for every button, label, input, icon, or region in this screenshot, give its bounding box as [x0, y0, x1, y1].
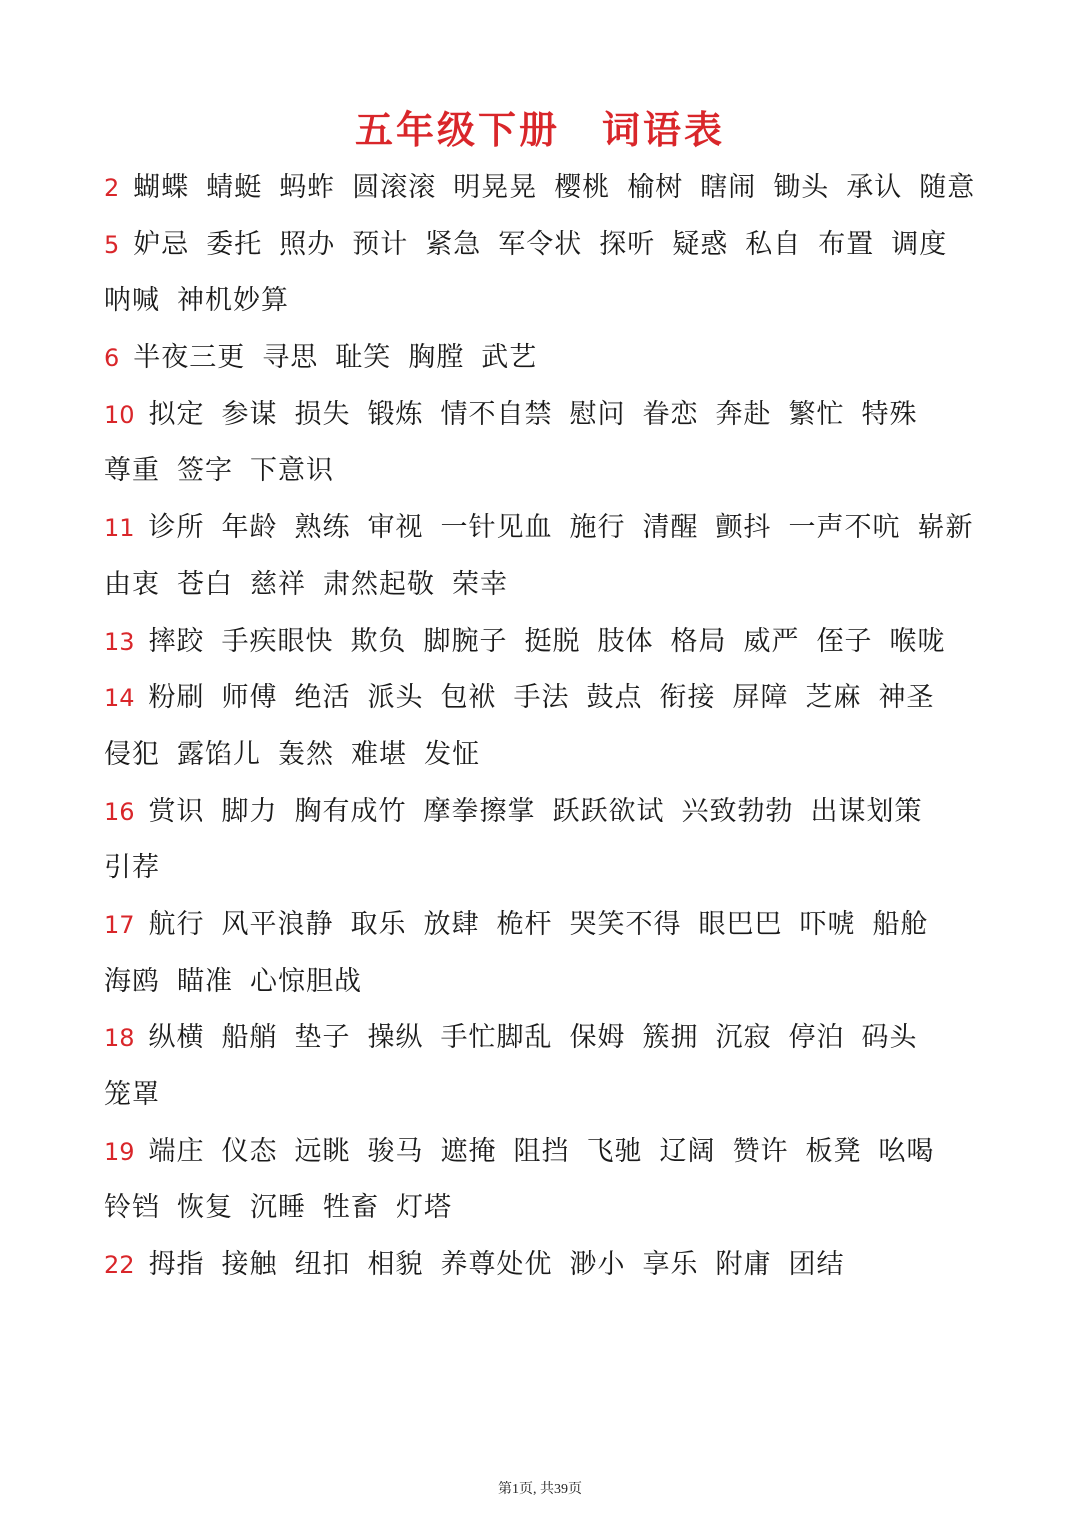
vocab-word: 粉刷	[148, 682, 205, 714]
vocab-word: 派头	[367, 682, 424, 714]
vocab-word: 遮掩	[440, 1135, 497, 1167]
vocab-line	[104, 954, 1004, 1011]
vocab-word: 吓唬	[799, 908, 856, 940]
vocab-word: 出谋划策	[810, 795, 923, 827]
vocab-word: 蚂蚱	[279, 172, 336, 203]
vocab-word: 熟练	[294, 512, 351, 544]
vocab-word: 远眺	[294, 1135, 351, 1167]
page-footer: 第1页, 共39页	[498, 1482, 582, 1497]
vocab-word: 喉咙	[889, 625, 946, 657]
vocab-word: 樱桃	[554, 172, 611, 203]
vocab-word: 笼罩	[104, 1079, 160, 1110]
vocab-word: 年龄	[221, 512, 278, 544]
vocab-word: 预计	[352, 228, 409, 260]
vocab-word: 吆喝	[878, 1135, 935, 1167]
vocab-line	[104, 330, 1004, 387]
vocab-word: 眷恋	[642, 398, 699, 430]
vocab-line	[104, 443, 1004, 500]
vocab-word: 跃跃欲试	[552, 795, 665, 827]
vocab-word: 相貌	[367, 1249, 424, 1281]
vocab-word: 欺负	[350, 625, 407, 657]
vocab-word: 慈祥	[250, 568, 306, 600]
vocab-word: 由衷	[104, 568, 160, 600]
vocab-line	[104, 217, 1004, 274]
vocab-word: 衔接	[659, 682, 716, 714]
vocab-word: 阻挡	[513, 1135, 570, 1167]
vocab-line	[104, 1067, 1004, 1124]
vocab-word: 辽阔	[659, 1135, 716, 1167]
vocab-line	[104, 784, 1004, 841]
vocab-word: 尊重	[104, 455, 160, 487]
vocab-word: 难堪	[351, 738, 407, 770]
vocab-word: 明晃晃	[453, 172, 538, 203]
vocab-word: 神机妙算	[177, 285, 289, 317]
vocab-word: 铃铛	[104, 1192, 160, 1224]
vocab-word: 慰问	[569, 398, 626, 430]
vocab-word: 锻炼	[367, 398, 424, 430]
vocab-word: 船艄	[221, 1022, 278, 1054]
lesson-number: 10	[104, 400, 135, 429]
vocab-word: 养尊处优	[440, 1249, 553, 1281]
vocab-word: 眼巴巴	[698, 908, 783, 940]
vocab-word: 侄子	[816, 625, 873, 657]
vocab-word: 绝活	[294, 682, 351, 714]
vocab-word: 榆树	[627, 172, 684, 203]
vocab-word: 兴致勃勃	[681, 795, 794, 827]
vocab-word: 航行	[148, 908, 205, 940]
vocab-word: 海鸥	[104, 965, 160, 997]
vocab-word: 操纵	[367, 1022, 424, 1054]
vocab-line	[104, 1237, 1004, 1294]
vocab-word: 手法	[513, 682, 570, 714]
lesson-number: 6	[104, 344, 120, 373]
vocab-word: 拇指	[148, 1249, 205, 1281]
lesson-number: 17	[104, 910, 135, 939]
vocab-line	[104, 160, 1004, 217]
vocab-word: 呐喊	[104, 285, 160, 317]
vocab-word: 引荐	[104, 852, 160, 884]
vocab-word: 团结	[788, 1249, 845, 1281]
vocab-word: 手疾眼快	[221, 625, 334, 657]
lesson-number: 11	[104, 514, 135, 543]
vocab-line	[104, 614, 1004, 671]
vocab-word: 调度	[891, 228, 948, 260]
vocab-word: 放肆	[423, 908, 480, 940]
vocab-word: 沉寂	[715, 1022, 772, 1054]
vocab-word: 半夜三更	[133, 342, 246, 374]
vocab-word: 蜻蜓	[206, 172, 263, 203]
vocab-word: 飞驰	[586, 1135, 643, 1167]
vocab-word: 屏障	[732, 682, 789, 714]
vocab-line	[104, 500, 1004, 557]
lesson-number: 5	[104, 230, 120, 259]
vocab-word: 包袱	[440, 682, 497, 714]
vocab-word: 摔跤	[148, 625, 205, 657]
vocab-word: 妒忌	[133, 228, 190, 260]
vocab-word: 布置	[818, 228, 875, 260]
vocab-word: 端庄	[148, 1135, 205, 1167]
vocab-word: 脚腕子	[423, 625, 508, 657]
lesson-number: 14	[104, 684, 135, 713]
vocab-word: 锄头	[773, 172, 830, 203]
vocab-word: 蝴蝶	[133, 172, 190, 203]
lesson-number: 22	[104, 1251, 135, 1280]
vocab-word: 探听	[599, 228, 656, 260]
page-title	[0, 104, 1080, 156]
vocab-word: 苍白	[177, 568, 233, 600]
vocab-word: 赞许	[732, 1135, 789, 1167]
lesson-number: 19	[104, 1137, 135, 1166]
vocab-word: 接触	[221, 1249, 278, 1281]
vocab-word: 露馅儿	[177, 738, 261, 770]
vocab-line	[104, 1010, 1004, 1067]
vocab-line	[104, 727, 1004, 784]
vocab-word: 灯塔	[396, 1192, 452, 1224]
vocab-word: 挺脱	[524, 625, 581, 657]
vocab-line	[104, 897, 1004, 954]
vocab-word: 纽扣	[294, 1249, 351, 1281]
vocab-word: 沉睡	[250, 1192, 306, 1224]
vocab-word: 颤抖	[715, 512, 772, 544]
vocab-word: 师傅	[221, 682, 278, 714]
vocab-word: 骏马	[367, 1135, 424, 1167]
vocab-word: 码头	[861, 1022, 918, 1054]
vocab-line	[104, 1124, 1004, 1181]
vocab-word: 格局	[670, 625, 727, 657]
vocab-word: 参谋	[221, 398, 278, 430]
vocab-word: 紧急	[425, 228, 482, 260]
vocab-word: 崭新	[917, 512, 974, 544]
vocab-word: 随意	[919, 172, 976, 203]
vocab-word: 荣幸	[452, 568, 508, 600]
vocab-word: 肃然起敬	[323, 568, 435, 600]
vocab-word: 私自	[745, 228, 802, 260]
vocab-line	[104, 840, 1004, 897]
vocab-line	[104, 387, 1004, 444]
vocab-word: 耻笑	[335, 342, 392, 374]
title-sub: 词语表	[602, 107, 726, 152]
vocab-word: 损失	[294, 398, 351, 430]
vocab-line	[104, 273, 1004, 330]
vocab-word: 停泊	[788, 1022, 845, 1054]
vocab-word: 委托	[206, 228, 263, 260]
vocab-line	[104, 557, 1004, 614]
vocab-word: 威严	[743, 625, 800, 657]
vocab-word: 赏识	[148, 795, 205, 827]
vocab-word: 船舱	[872, 908, 929, 940]
vocab-word: 奔赴	[715, 398, 772, 430]
vocab-word: 疑惑	[672, 228, 729, 260]
vocab-word: 肢体	[597, 625, 654, 657]
vocab-word: 神圣	[878, 682, 935, 714]
vocab-word: 簇拥	[642, 1022, 699, 1054]
vocab-word: 芝麻	[805, 682, 862, 714]
vocab-word: 板凳	[805, 1135, 862, 1167]
vocab-word: 照办	[279, 228, 336, 260]
vocab-word: 承认	[846, 172, 903, 203]
vocab-word: 纵横	[148, 1022, 205, 1054]
vocab-word: 情不自禁	[440, 398, 553, 430]
vocab-word: 一针见血	[440, 512, 553, 544]
title-main: 五年级下册	[354, 107, 560, 152]
vocab-word: 附庸	[715, 1249, 772, 1281]
vocab-word: 侵犯	[104, 738, 160, 770]
vocab-word: 下意识	[250, 455, 334, 487]
vocab-word: 牲畜	[323, 1192, 379, 1224]
vocab-word: 摩拳擦掌	[423, 795, 536, 827]
vocab-word: 施行	[569, 512, 626, 544]
vocab-word: 胸有成竹	[294, 795, 407, 827]
vocab-word: 风平浪静	[221, 908, 334, 940]
vocab-word: 寻思	[262, 342, 319, 374]
vocab-word: 仪态	[221, 1135, 278, 1167]
vocab-word: 鼓点	[586, 682, 643, 714]
vocab-word: 瞎闹	[700, 172, 757, 203]
vocab-word: 脚力	[221, 795, 278, 827]
vocab-word: 清醒	[642, 512, 699, 544]
vocab-word: 哭笑不得	[569, 908, 682, 940]
vocab-word: 繁忙	[788, 398, 845, 430]
vocab-word: 恢复	[177, 1192, 233, 1224]
vocab-word: 桅杆	[496, 908, 553, 940]
lesson-number: 13	[104, 627, 135, 656]
lesson-number: 18	[104, 1024, 135, 1053]
vocab-word: 胸膛	[408, 342, 465, 374]
vocab-word: 享乐	[642, 1249, 699, 1281]
lesson-number: 16	[104, 797, 135, 826]
vocab-word: 军令状	[498, 228, 583, 260]
vocab-word: 诊所	[148, 512, 205, 544]
vocab-word: 发怔	[424, 738, 480, 770]
vocab-word: 武艺	[481, 342, 538, 374]
vocab-word: 圆滚滚	[352, 172, 437, 203]
vocab-line	[104, 670, 1004, 727]
vocab-word: 心惊胆战	[250, 965, 362, 997]
vocab-word: 审视	[367, 512, 424, 544]
vocab-word: 签字	[177, 455, 233, 487]
vocab-word: 瞄准	[177, 965, 233, 997]
vocab-word: 取乐	[350, 908, 407, 940]
vocab-line	[104, 1180, 1004, 1237]
vocab-word: 垫子	[294, 1022, 351, 1054]
vocab-word: 拟定	[148, 398, 205, 430]
vocab-word: 渺小	[569, 1249, 626, 1281]
vocab-word: 一声不吭	[788, 512, 901, 544]
vocab-word: 特殊	[861, 398, 918, 430]
lesson-number: 2	[104, 174, 120, 202]
vocab-word: 轰然	[278, 738, 334, 770]
vocab-word: 手忙脚乱	[440, 1022, 553, 1054]
vocab-word: 保姆	[569, 1022, 626, 1054]
vocabulary-list	[104, 160, 1004, 1294]
